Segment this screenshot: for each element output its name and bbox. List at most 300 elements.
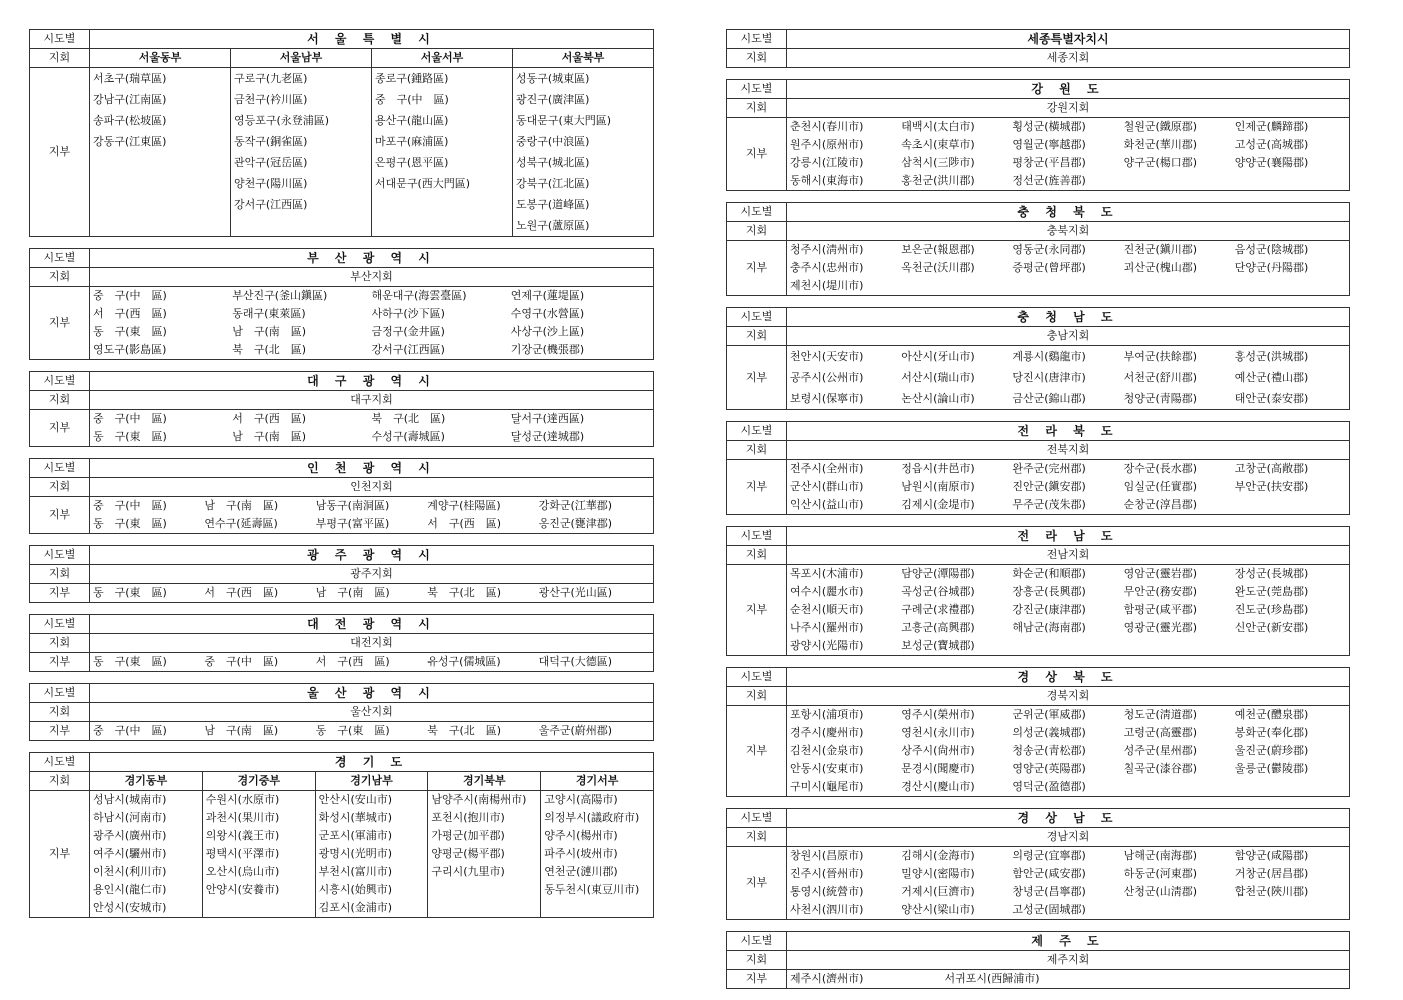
- branch-item: 고창군(高敞郡): [1234, 462, 1309, 475]
- branch-item: 영천시(永川市): [901, 726, 975, 739]
- branch-item: 정선군(旌善郡): [1012, 174, 1086, 187]
- branch-item: 화순군(和順郡): [1012, 567, 1086, 580]
- sido-label: 시도별: [727, 80, 787, 99]
- branch-item: 김포시(金浦市): [318, 901, 393, 914]
- hq-row: [30, 478, 654, 497]
- branch-item: 기장군(機張郡): [510, 343, 585, 356]
- region-header-row: [727, 809, 1350, 828]
- hq-name: 경남지회: [787, 828, 1350, 847]
- branch-item: 동 구(東 區): [93, 517, 167, 530]
- right-column: [726, 29, 1350, 1000]
- region-header-row: [30, 372, 654, 391]
- branch-item: 익산시(益山市): [790, 498, 864, 511]
- branch-item: 옥천군(沃川郡): [901, 261, 975, 274]
- sido-label: 시도별: [727, 308, 787, 327]
- branch-item: 강서구(江西區): [234, 198, 308, 211]
- region-header-row: [727, 527, 1350, 546]
- branch-label: 지부: [727, 706, 787, 797]
- branch-item: 서 구(西 區): [232, 412, 307, 425]
- branch-item: 군포시(軍浦市): [318, 829, 393, 842]
- branch-item: 이천시(利川市): [93, 865, 167, 878]
- branch-list: [787, 565, 1350, 656]
- branch-item: 구리시(九里市): [431, 865, 505, 878]
- hq-row: [727, 546, 1350, 565]
- region-title: 대 전 광 역 시: [90, 615, 654, 634]
- subregion-branch-list: [90, 68, 231, 237]
- branch-item: 춘천시(春川市): [790, 120, 864, 133]
- branch-grid: [93, 410, 650, 446]
- hq-label: 지회: [727, 99, 787, 118]
- branch-item: 서귀포시(西歸浦市): [944, 972, 1040, 985]
- branch-item: 고흥군(高興郡): [901, 621, 975, 634]
- region-table: [726, 79, 1350, 191]
- branch-grid: [790, 346, 1346, 409]
- branch-item: 강남구(江南區): [93, 93, 167, 106]
- branch-row: [30, 791, 654, 918]
- branch-item: 예산군(禮山郡): [1234, 371, 1309, 384]
- branch-item: 계양구(桂陽區): [427, 499, 501, 512]
- region-table: [726, 931, 1350, 989]
- sido-label: 시도별: [30, 30, 90, 49]
- region-header-row: [30, 30, 654, 49]
- region-header-row: [30, 459, 654, 478]
- region-header-row: [30, 615, 654, 634]
- sido-label: 시도별: [727, 527, 787, 546]
- branch-grid: [790, 847, 1346, 919]
- hq-name: 세종지회: [787, 49, 1350, 68]
- branch-item: 공주시(公州市): [790, 371, 864, 384]
- branch-item: 중 구(中 區): [93, 499, 167, 512]
- branch-row: [30, 722, 654, 741]
- region-title: 경 기 도: [90, 753, 654, 772]
- branch-item: 화천군(華川郡): [1123, 138, 1198, 151]
- region-table: [29, 458, 654, 534]
- branch-item: 홍성군(洪城郡): [1234, 350, 1309, 363]
- branch-item: 동두천시(東豆川市): [544, 883, 640, 896]
- branch-item: 동작구(銅雀區): [234, 135, 308, 148]
- branch-item: 봉화군(奉化郡): [1234, 726, 1309, 739]
- region-table: [29, 371, 654, 447]
- branch-item: 울릉군(鬱陵郡): [1234, 762, 1309, 775]
- region-header-row: [30, 753, 654, 772]
- branch-row: [727, 460, 1350, 515]
- subregion-name: 서울남부: [231, 49, 372, 68]
- branch-item: 의령군(宜寧郡): [1012, 849, 1086, 862]
- region-table: [726, 307, 1350, 410]
- subregion-branch-list: [202, 791, 315, 918]
- branch-item: 군산시(群山市): [790, 480, 864, 493]
- branch-item: 청양군(靑陽郡): [1123, 392, 1198, 405]
- sido-label: 시도별: [30, 684, 90, 703]
- branch-label: 지부: [727, 970, 787, 989]
- hq-name: 대구지회: [90, 391, 654, 410]
- branch-item: 홍천군(洪川郡): [901, 174, 975, 187]
- region-title: 경 상 북 도: [787, 668, 1350, 687]
- branch-item: 김해시(金海市): [901, 849, 975, 862]
- sido-label: 시도별: [30, 753, 90, 772]
- sido-label: 시도별: [30, 546, 90, 565]
- region-table: [29, 683, 654, 741]
- region-table: [726, 808, 1350, 920]
- branch-grid: [93, 722, 650, 740]
- hq-label: 지회: [727, 546, 787, 565]
- branch-item: 포천시(抱川市): [431, 811, 505, 824]
- region-header-row: [727, 203, 1350, 222]
- subregion-branch-list: [428, 791, 541, 918]
- region-title: 인 천 광 역 시: [90, 459, 654, 478]
- branch-grid: [790, 460, 1346, 514]
- sido-label: 시도별: [727, 30, 787, 49]
- branch-list: [787, 460, 1350, 515]
- branch-item: 남 구(南 區): [204, 724, 279, 737]
- branch-item: 서대문구(西大門區): [375, 177, 471, 190]
- branch-item: 계룡시(鷄龍市): [1012, 350, 1086, 363]
- branch-row: [727, 118, 1350, 191]
- branch-label: 지부: [30, 287, 90, 360]
- branch-item: 남 구(南 區): [232, 325, 307, 338]
- branch-item: 남 구(南 區): [315, 586, 390, 599]
- branch-grid: [93, 653, 650, 671]
- hq-name: 전남지회: [787, 546, 1350, 565]
- region-header-row: [727, 422, 1350, 441]
- branch-item: 임실군(任實郡): [1123, 480, 1198, 493]
- hq-label: 지회: [727, 327, 787, 346]
- branch-item: 충주시(忠州市): [790, 261, 864, 274]
- hq-row: [727, 687, 1350, 706]
- sido-label: 시도별: [30, 615, 90, 634]
- branch-item: 증평군(曾坪郡): [1012, 261, 1086, 274]
- branch-item: 태백시(太白市): [901, 120, 975, 133]
- branch-item: 경주시(慶州市): [790, 726, 864, 739]
- branch-item: 강화군(江華郡): [538, 499, 613, 512]
- subregion-branch-list: [513, 68, 654, 237]
- region-table: [726, 667, 1350, 797]
- branch-item: 강동구(江東區): [93, 135, 167, 148]
- region-title: 전 라 북 도: [787, 422, 1350, 441]
- branch-item: 동래구(東萊區): [232, 307, 306, 320]
- region-header-row: [30, 684, 654, 703]
- region-table: [726, 421, 1350, 515]
- branch-item: 동 구(東 區): [93, 586, 167, 599]
- branch-item: 천안시(天安市): [790, 350, 864, 363]
- branch-item: 강서구(江西區): [371, 343, 445, 356]
- branch-item: 창녕군(昌寧郡): [1012, 885, 1086, 898]
- branch-item: 시흥시(始興市): [318, 883, 393, 896]
- subregion-name: 경기중부: [202, 772, 315, 791]
- hq-label: 지회: [727, 222, 787, 241]
- branch-row: [30, 68, 654, 237]
- branch-item: 연수구(延壽區): [204, 517, 278, 530]
- branch-item: 칠곡군(漆谷郡): [1123, 762, 1198, 775]
- hq-name: 경북지회: [787, 687, 1350, 706]
- region-header-row: [30, 249, 654, 268]
- branch-item: 노원구(蘆原區): [516, 219, 590, 232]
- branch-item: 합천군(陜川郡): [1234, 885, 1309, 898]
- branch-label: 지부: [30, 584, 90, 603]
- branch-row: [30, 653, 654, 672]
- branch-item: 양구군(楊口郡): [1123, 156, 1198, 169]
- hq-name: 제주지회: [787, 951, 1350, 970]
- branch-item: 상주시(尙州市): [901, 744, 975, 757]
- region-title: 강 원 도: [787, 80, 1350, 99]
- branch-item: 함평군(咸平郡): [1123, 603, 1198, 616]
- branch-item: 서초구(瑞草區): [93, 72, 167, 85]
- branch-item: 울진군(蔚珍郡): [1234, 744, 1309, 757]
- hq-row: [727, 49, 1350, 68]
- hq-label: 지회: [30, 391, 90, 410]
- branch-item: 곡성군(谷城郡): [901, 585, 975, 598]
- branch-item: 태안군(泰安郡): [1234, 392, 1309, 405]
- branch-item: 구미시(龜尾市): [790, 780, 864, 793]
- branch-item: 의성군(義城郡): [1012, 726, 1086, 739]
- branch-item: 영덕군(盈德郡): [1012, 780, 1086, 793]
- branch-item: 부천시(富川市): [318, 865, 393, 878]
- hq-row: [30, 703, 654, 722]
- region-title: 경 상 남 도: [787, 809, 1350, 828]
- branch-item: 동 구(東 區): [93, 655, 167, 668]
- branch-item: 울주군(蔚州郡): [538, 724, 613, 737]
- branch-item: 여주시(驪州市): [93, 847, 167, 860]
- subregion-name: 경기동부: [90, 772, 203, 791]
- hq-name: 충남지회: [787, 327, 1350, 346]
- region-title: 대 구 광 역 시: [90, 372, 654, 391]
- region-header-row: [727, 932, 1350, 951]
- branch-item: 광주시(廣州市): [93, 829, 167, 842]
- branch-item: 동대문구(東大門區): [516, 114, 612, 127]
- branch-label: 지부: [727, 118, 787, 191]
- branch-item: 고령군(高靈郡): [1123, 726, 1198, 739]
- branch-item: 광진구(廣津區): [516, 93, 590, 106]
- branch-label: 지부: [30, 410, 90, 447]
- branch-item: 동해시(東海市): [790, 174, 864, 187]
- branch-item: 영등포구(永登浦區): [234, 114, 330, 127]
- branch-item: 과천시(果川市): [205, 811, 280, 824]
- subregion-name: 경기남부: [315, 772, 428, 791]
- branch-item: 철원군(鐵原郡): [1123, 120, 1198, 133]
- branch-item: 남동구(南洞區): [315, 499, 390, 512]
- sido-label: 시도별: [727, 203, 787, 222]
- branch-label: 지부: [727, 346, 787, 410]
- branch-item: 영월군(寧越郡): [1012, 138, 1086, 151]
- branch-item: 함안군(咸安郡): [1012, 867, 1086, 880]
- branch-row: [30, 497, 654, 534]
- region-title: 전 라 남 도: [787, 527, 1350, 546]
- branch-row: [30, 410, 654, 447]
- branch-item: 제천시(堤川市): [790, 279, 864, 292]
- hq-label: 지회: [30, 565, 90, 584]
- branch-item: 의정부시(議政府市): [544, 811, 640, 824]
- hq-row: [727, 222, 1350, 241]
- branch-list: [787, 241, 1350, 296]
- branch-list: [787, 118, 1350, 191]
- branch-item: 성동구(城東區): [516, 72, 590, 85]
- branch-item: 청주시(淸州市): [790, 243, 864, 256]
- branch-grid: [93, 584, 650, 602]
- hq-label: 지회: [30, 772, 90, 791]
- region-header-row: [727, 30, 1350, 49]
- subregion-header-row: [30, 49, 654, 68]
- region-header-row: [727, 668, 1350, 687]
- branch-item: 진천군(鎭川郡): [1123, 243, 1198, 256]
- branch-item: 하동군(河東郡): [1123, 867, 1198, 880]
- branch-item: 문경시(聞慶市): [901, 762, 975, 775]
- branch-item: 성북구(城北區): [516, 156, 590, 169]
- branch-item: 청송군(靑松郡): [1012, 744, 1086, 757]
- branch-item: 유성구(儒城區): [427, 655, 501, 668]
- branch-item: 음성군(陰城郡): [1234, 243, 1309, 256]
- branch-item: 괴산군(槐山郡): [1123, 261, 1198, 274]
- branch-list: [90, 653, 654, 672]
- hq-label: 지회: [30, 703, 90, 722]
- region-title: 광 주 광 역 시: [90, 546, 654, 565]
- region-table: [29, 752, 654, 918]
- branch-item: 금천구(衿川區): [234, 93, 308, 106]
- branch-item: 하남시(河南市): [93, 811, 167, 824]
- branch-label: 지부: [30, 497, 90, 534]
- branch-item: 무주군(茂朱郡): [1012, 498, 1086, 511]
- branch-item: 동 구(東 區): [315, 724, 390, 737]
- branch-item: 달성군(達城郡): [510, 430, 585, 443]
- subregion-branch-list: [372, 68, 513, 237]
- hq-name: 광주지회: [90, 565, 654, 584]
- branch-grid: [790, 118, 1346, 190]
- hq-label: 지회: [30, 634, 90, 653]
- branch-list: [90, 410, 654, 447]
- subregion-branch-list: [231, 68, 372, 237]
- branch-item: 창원시(昌原市): [790, 849, 864, 862]
- branch-item: 고양시(高陽市): [544, 793, 618, 806]
- hq-row: [30, 565, 654, 584]
- hq-name: 충북지회: [787, 222, 1350, 241]
- sido-label: 시도별: [30, 459, 90, 478]
- branch-item: 도봉구(道峰區): [516, 198, 590, 211]
- branch-item: 예천군(醴泉郡): [1234, 708, 1309, 721]
- branch-item: 속초시(束草市): [901, 138, 975, 151]
- branch-item: 오산시(烏山市): [205, 865, 280, 878]
- hq-row: [727, 951, 1350, 970]
- subregion-name: 서울동부: [90, 49, 231, 68]
- hq-name: 대전지회: [90, 634, 654, 653]
- branch-item: 순창군(淳昌郡): [1123, 498, 1198, 511]
- branch-item: 남원시(南原市): [901, 480, 975, 493]
- region-table: [29, 614, 654, 672]
- branch-item: 동 구(東 區): [93, 430, 167, 443]
- branch-item: 남해군(南海郡): [1123, 849, 1198, 862]
- branch-item: 거창군(居昌郡): [1234, 867, 1309, 880]
- branch-item: 서천군(舒川郡): [1123, 371, 1198, 384]
- branch-item: 삼척시(三陟市): [901, 156, 975, 169]
- branch-item: 강진군(康津郡): [1012, 603, 1086, 616]
- branch-label: 지부: [727, 241, 787, 296]
- branch-item: 부안군(扶安郡): [1234, 480, 1309, 493]
- branch-item: 용인시(龍仁市): [93, 883, 167, 896]
- branch-item: 여수시(麗水市): [790, 585, 864, 598]
- branch-item: 성주군(星州郡): [1123, 744, 1198, 757]
- branch-item: 수영구(水營區): [510, 307, 585, 320]
- branch-list: [90, 497, 654, 534]
- branch-item: 포항시(浦項市): [790, 708, 864, 721]
- branch-grid: [790, 241, 1346, 295]
- subregion-branch-list: [90, 791, 203, 918]
- branch-item: 고성군(固城郡): [1012, 903, 1086, 916]
- sido-label: 시도별: [727, 422, 787, 441]
- branch-row: [727, 565, 1350, 656]
- branch-item: 당진시(唐津市): [1012, 371, 1086, 384]
- branch-grid: [790, 706, 1346, 796]
- branch-item: 남 구(南 區): [204, 499, 279, 512]
- branch-item: 마포구(麻浦區): [375, 135, 449, 148]
- branch-list: [787, 847, 1350, 920]
- branch-item: 서 구(西 區): [315, 655, 390, 668]
- branch-item: 금산군(錦山郡): [1012, 392, 1086, 405]
- branch-item: 장흥군(長興郡): [1012, 585, 1086, 598]
- hq-row: [30, 391, 654, 410]
- branch-item: 안양시(安養市): [205, 883, 280, 896]
- branch-item: 인제군(麟蹄郡): [1234, 120, 1309, 133]
- hq-row: [727, 99, 1350, 118]
- hq-row: [727, 828, 1350, 847]
- branch-item: 성남시(城南市): [93, 793, 167, 806]
- branch-item: 전주시(全州市): [790, 462, 864, 475]
- branch-item: 보성군(寶城郡): [901, 639, 975, 652]
- branch-item: 은평구(恩平區): [375, 156, 449, 169]
- hq-name: 울산지회: [90, 703, 654, 722]
- branch-list: [787, 346, 1350, 410]
- branch-item: 경산시(慶山市): [901, 780, 975, 793]
- branch-label: 지부: [30, 653, 90, 672]
- region-table: [726, 526, 1350, 656]
- branch-item: 보령시(保寧市): [790, 392, 864, 405]
- branch-row: [727, 847, 1350, 920]
- branch-item: 영양군(英陽郡): [1012, 762, 1086, 775]
- subregion-name: 경기서부: [541, 772, 654, 791]
- branch-item: 부여군(扶餘郡): [1123, 350, 1198, 363]
- branch-list: [787, 970, 1350, 989]
- branch-item: 보은군(報恩郡): [901, 243, 975, 256]
- branch-item: 무안군(務安郡): [1123, 585, 1198, 598]
- branch-item: 동 구(東 區): [93, 325, 167, 338]
- region-header-row: [727, 308, 1350, 327]
- hq-name: 부산지회: [90, 268, 654, 287]
- sido-label: 시도별: [30, 372, 90, 391]
- branch-item: 서 구(西 區): [93, 307, 167, 320]
- branch-item: 해운대구(海雲臺區): [371, 289, 467, 302]
- branch-item: 남 구(南 區): [232, 430, 307, 443]
- branch-list: [90, 584, 654, 603]
- subregion-name: 서울서부: [372, 49, 513, 68]
- left-column: [29, 29, 654, 929]
- branch-item: 북 구(北 區): [427, 586, 502, 599]
- branch-row: [727, 241, 1350, 296]
- branch-item: 금정구(金井區): [371, 325, 445, 338]
- hq-row: [30, 634, 654, 653]
- region-table: [726, 29, 1350, 68]
- hq-row: [727, 441, 1350, 460]
- branch-item: 북 구(北 區): [232, 343, 307, 356]
- branch-item: 연천군(漣川郡): [544, 865, 618, 878]
- region-title: 충 청 남 도: [787, 308, 1350, 327]
- branch-item: 서 구(西 區): [427, 517, 502, 530]
- branch-item: 중 구(中 區): [93, 289, 167, 302]
- hq-label: 지회: [727, 441, 787, 460]
- branch-item: 부평구(富平區): [315, 517, 390, 530]
- branch-item: 통영시(統營市): [790, 885, 864, 898]
- branch-item: 목포시(木浦市): [790, 567, 864, 580]
- branch-item: 사하구(沙下區): [371, 307, 445, 320]
- region-title: 서 울 특 별 시: [90, 30, 654, 49]
- branch-item: 광명시(光明市): [318, 847, 393, 860]
- branch-item: 사상구(沙上區): [510, 325, 585, 338]
